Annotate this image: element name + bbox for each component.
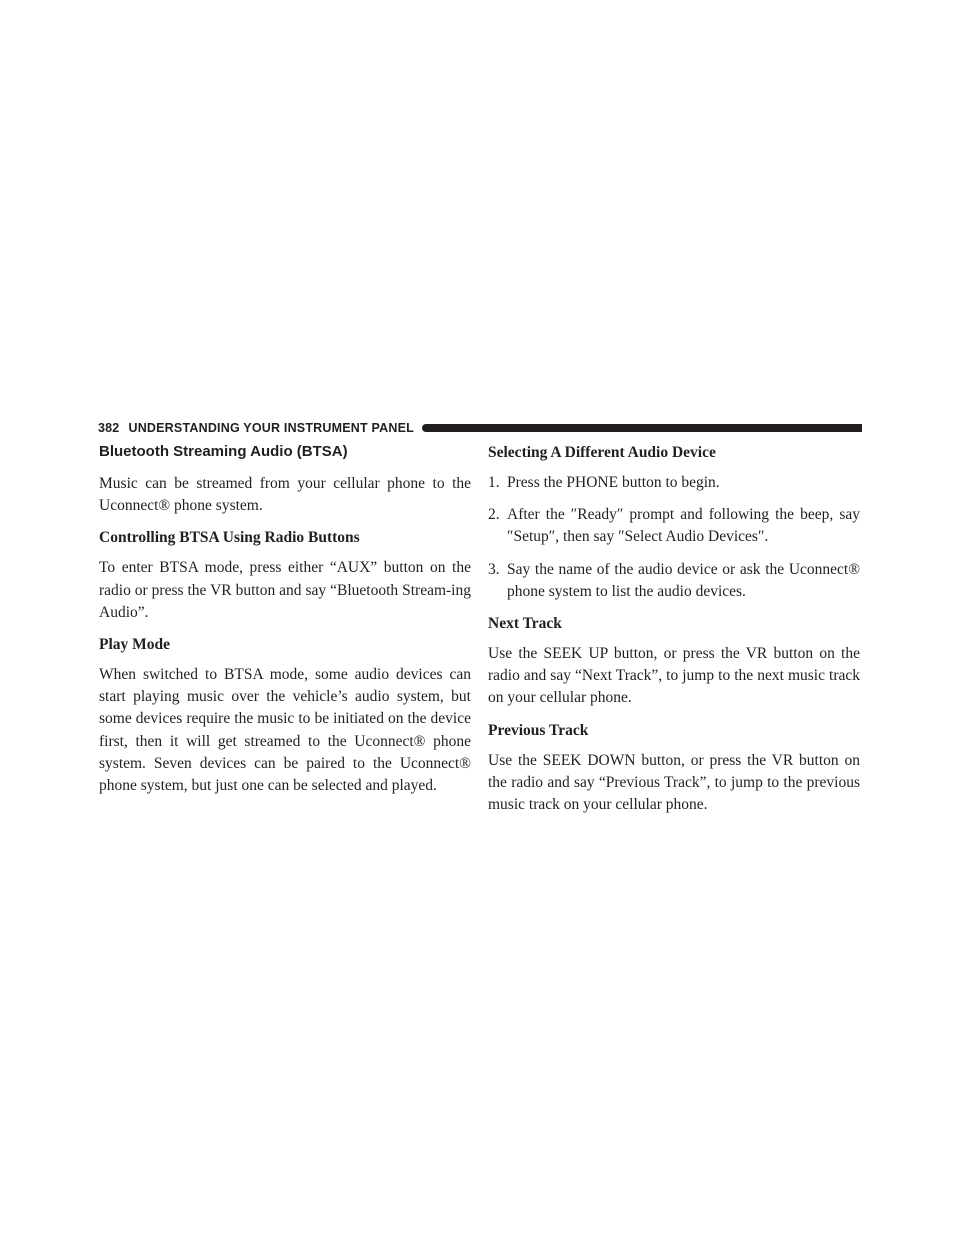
list-item [488, 559, 860, 603]
controlling-text: To enter BTSA mode, press either “AUX” button on the radio or press the VR button and say “Bluetooth Stream-ing Audio”. [99, 559, 471, 621]
step-number: 3. [488, 560, 500, 578]
page-header [98, 418, 862, 438]
right-column [488, 442, 860, 826]
select-device-steps [488, 472, 860, 603]
step-number: 2. [488, 506, 500, 524]
step-text: Press the PHONE button to begin. [507, 474, 720, 491]
list-item [488, 504, 860, 548]
list-item [488, 472, 860, 494]
step-text: Say the name of the audio device or ask the Uconnect® phone system to list the audio devices. [507, 560, 860, 600]
next-track-text: Use the SEEK UP button, or press the VR button on the radio and say “Next Track”, to jump to the next music track on your cellular phone. [488, 645, 860, 707]
btsa-intro: Music can be streamed from your cellular phone to the Uconnect® phone system. [99, 475, 471, 515]
controlling-heading: Controlling BTSA Using Radio Buttons [99, 529, 360, 547]
select-device-heading: Selecting A Different Audio Device [488, 444, 716, 461]
left-column [99, 442, 471, 807]
previous-track-heading: Previous Track [488, 721, 589, 739]
previous-track-text: Use the SEEK DOWN button, or press the VR button on the radio and say “Previous Track”, to jump to the previous music track on your cellular phone. [488, 751, 860, 814]
page-number: 382 [98, 421, 120, 435]
step-number: 1. [488, 474, 500, 491]
play-mode-heading: Play Mode [99, 636, 171, 654]
next-track-heading: Next Track [488, 615, 562, 633]
section-title: UNDERSTANDING YOUR INSTRUMENT PANEL [128, 421, 414, 435]
play-mode-text: When switched to BTSA mode, some audio devices can start playing music over the vehicle’s audio system, but some devices require the music to be initiated on the device first, then it will get streamed to the Uconnect® phone system. Seven devices can be paired to the Uconnect® phone system, but just one can be selected and played. [99, 666, 471, 795]
btsa-heading: Bluetooth Streaming Audio (BTSA) [99, 443, 348, 460]
step-text: After the ″Ready″ prompt and following the beep, say ″Setup″, then say ″Select Audio Devices″. [507, 506, 860, 546]
header-rule [422, 424, 862, 432]
